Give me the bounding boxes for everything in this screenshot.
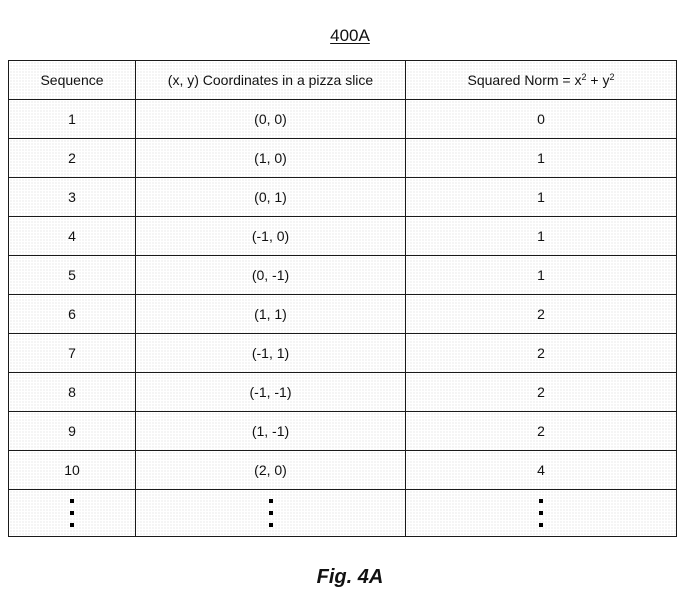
table-row <box>9 139 677 178</box>
table-row <box>9 178 677 217</box>
cell-coordinates: (0, 1) <box>136 178 406 217</box>
sequence-norm-table <box>8 60 677 537</box>
table-row <box>9 100 677 139</box>
table-row <box>9 295 677 334</box>
header-norm-exponent-x: 2 <box>581 72 587 82</box>
cell-squared-norm: 2 <box>406 295 677 334</box>
table-header-row <box>9 61 677 100</box>
cell-squared-norm: 1 <box>406 256 677 295</box>
table-row <box>9 334 677 373</box>
table-row <box>9 451 677 490</box>
continuation-cell-coordinates <box>136 490 406 537</box>
cell-squared-norm: 1 <box>406 139 677 178</box>
cell-squared-norm: 2 <box>406 334 677 373</box>
cell-coordinates: (0, -1) <box>136 256 406 295</box>
table-row <box>9 412 677 451</box>
table-row <box>9 373 677 412</box>
header-norm-prefix: Squared Norm = x <box>467 72 582 88</box>
cell-squared-norm: 2 <box>406 412 677 451</box>
vertical-ellipsis-icon <box>269 495 273 531</box>
figure-caption: Fig. 4A <box>316 566 384 588</box>
cell-coordinates: (2, 0) <box>136 451 406 490</box>
table-row <box>9 256 677 295</box>
cell-sequence: 8 <box>9 373 136 412</box>
cell-sequence: 2 <box>9 139 136 178</box>
cell-coordinates: (1, -1) <box>136 412 406 451</box>
cell-sequence: 10 <box>9 451 136 490</box>
figure-reference-label <box>0 26 700 46</box>
cell-sequence: 4 <box>9 217 136 256</box>
header-squared-norm <box>406 61 677 100</box>
header-norm-exponent-y: 2 <box>609 72 615 82</box>
table-continuation-row <box>9 490 677 537</box>
cell-squared-norm: 1 <box>406 178 677 217</box>
cell-sequence: 6 <box>9 295 136 334</box>
cell-coordinates: (1, 1) <box>136 295 406 334</box>
cell-squared-norm: 0 <box>406 100 677 139</box>
cell-coordinates: (0, 0) <box>136 100 406 139</box>
cell-squared-norm: 1 <box>406 217 677 256</box>
vertical-ellipsis-icon <box>70 495 74 531</box>
cell-coordinates: (1, 0) <box>136 139 406 178</box>
continuation-cell-sequence <box>9 490 136 537</box>
cell-sequence: 9 <box>9 412 136 451</box>
cell-coordinates: (-1, 0) <box>136 217 406 256</box>
table-row <box>9 217 677 256</box>
cell-squared-norm: 2 <box>406 373 677 412</box>
header-sequence: Sequence <box>9 61 136 100</box>
header-coordinates: (x, y) Coordinates in a pizza slice <box>136 61 406 100</box>
cell-coordinates: (-1, 1) <box>136 334 406 373</box>
figure-reference-number: 400A <box>330 26 370 45</box>
cell-sequence: 3 <box>9 178 136 217</box>
header-norm-middle: + y <box>586 72 610 88</box>
cell-coordinates: (-1, -1) <box>136 373 406 412</box>
cell-sequence: 7 <box>9 334 136 373</box>
cell-sequence: 1 <box>9 100 136 139</box>
vertical-ellipsis-icon <box>539 495 543 531</box>
cell-sequence: 5 <box>9 256 136 295</box>
cell-squared-norm: 4 <box>406 451 677 490</box>
continuation-cell-squared-norm <box>406 490 677 537</box>
